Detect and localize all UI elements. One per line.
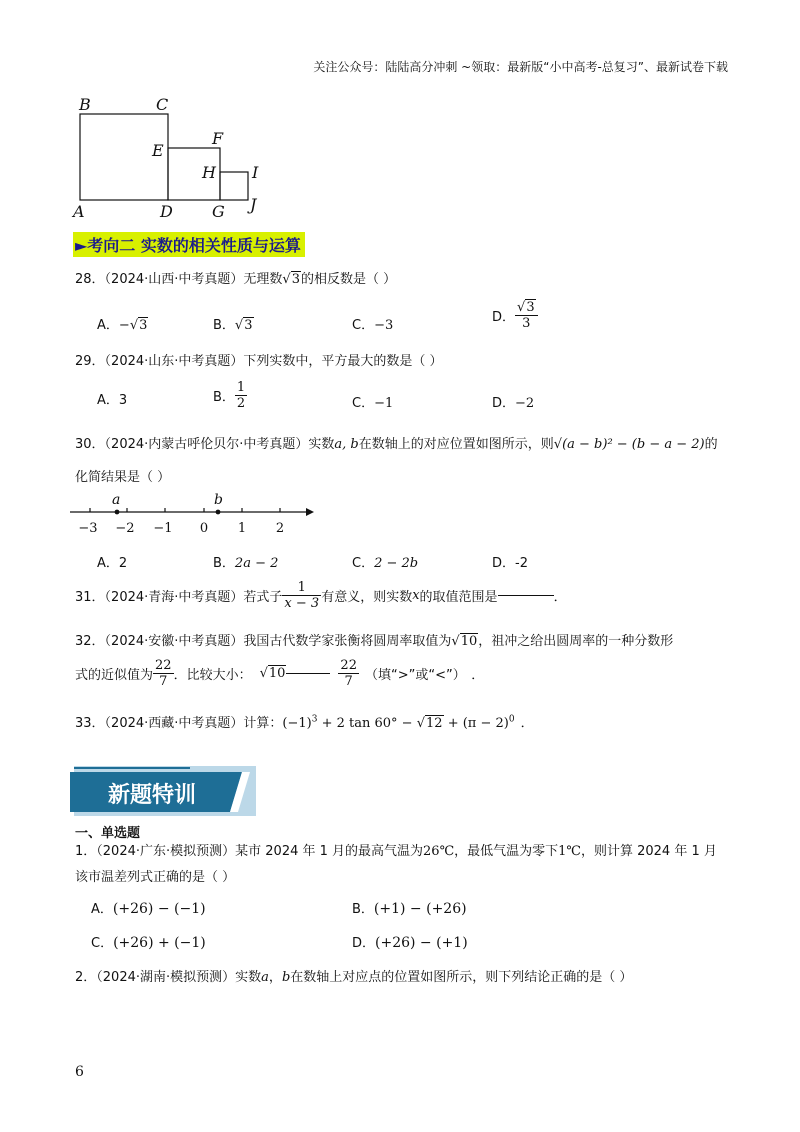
q30-option-d[interactable]: D．-2	[492, 556, 528, 571]
question-32: 32．（2024·安徽·中考真题）我国古代数学家张衡将圆周率取值为√10，祖冲之给出圆周率的一种分数形	[75, 634, 674, 649]
point-b-label: b	[214, 492, 223, 508]
q30-option-a[interactable]: A．2	[97, 556, 128, 571]
page-header: 关注公众号：陆陆高分冲刺 ~领取：最新版“小中高考-总复习”、最新试卷下载	[313, 60, 728, 74]
n1-option-d[interactable]: D．(+26) − (+1)	[352, 935, 468, 951]
answer-blank[interactable]	[498, 595, 554, 596]
label-I: I	[252, 163, 259, 182]
n1-option-b[interactable]: B．(+1) − (+26)	[352, 901, 467, 917]
q28-option-b[interactable]: B．√3	[213, 318, 253, 333]
section-title: ►考向二 实数的相关性质与运算	[73, 232, 305, 257]
question-33: 33．（2024·西藏·中考真题）计算：$(-1)^3 + 2$ $\tan 60^\circ - √12 + (\pi - 2)^0$ ．	[75, 714, 534, 731]
section-banner	[70, 766, 256, 816]
label-D: D	[160, 202, 173, 221]
tick-label: 1	[237, 521, 247, 536]
compare-blank[interactable]	[286, 673, 330, 674]
tick-label: −3	[78, 521, 98, 536]
label-A: A	[73, 202, 85, 221]
label-C: C	[156, 95, 169, 114]
label-J: J	[250, 195, 257, 214]
tick-label: −2	[115, 521, 135, 536]
label-G: G	[212, 202, 225, 221]
label-E: E	[152, 141, 164, 160]
question-30: 30．（2024·内蒙古呼伦贝尔·中考真题）实数a, b在数轴上的对应位置如图所示，则√(a − b)² − (b − a − 2)的	[75, 437, 718, 452]
question-31: 31．（2024·青海·中考真题）若式子 $\frac{1}{x - 3}$ 有意义，则实数x的取值范围是 ．	[75, 580, 567, 611]
label-H: H	[202, 163, 216, 182]
new-question-1: 1．（2024·广东·模拟预测）某市 2024 年 1 月的最高气温为26℃，最低气温为零下1℃，则计算 2024 年 1 月	[75, 844, 717, 859]
q29-option-d[interactable]: D．−2	[492, 396, 535, 411]
q30-option-b[interactable]: B．2a − 2	[213, 556, 279, 571]
q28-option-d[interactable]: D． $\frac{√3}{3}$	[492, 300, 538, 331]
banner-title: 新题特训	[107, 783, 197, 808]
q28-option-a[interactable]: A．−√3	[97, 318, 148, 333]
new-question-1-line2: 该市温差列式正确的是（ ）	[75, 870, 236, 885]
question-28: 28．（2024·山西·中考真题）无理数√3的相反数是（ ）	[75, 272, 397, 287]
page-number: 6	[75, 1064, 84, 1080]
q29-option-a[interactable]: A．3	[97, 393, 128, 408]
number-line-q30	[66, 490, 326, 538]
square-ghij	[220, 172, 248, 200]
new-question-2: 2．（2024·湖南·模拟预测）实数a，b在数轴上对应点的位置如图所示，则下列结论正确的是（ ）	[75, 970, 633, 985]
question-29: 29．（2024·山东·中考真题）下列实数中，平方最大的数是（ ）	[75, 354, 443, 369]
q30-option-c[interactable]: C．2 − 2b	[352, 556, 419, 571]
n1-option-c[interactable]: C．(+26) + (−1)	[91, 935, 206, 951]
question-30-line2: 化简结果是（ ）	[75, 470, 171, 485]
point-a-label: a	[112, 492, 121, 508]
tick-label: 2	[275, 521, 285, 536]
squares-figure	[70, 92, 270, 222]
tick-label: −1	[153, 521, 173, 536]
tick-label: 0	[199, 521, 209, 536]
q29-option-b[interactable]: B． $\frac{1}{2}$	[213, 380, 246, 411]
label-F: F	[212, 129, 224, 148]
q29-option-c[interactable]: C．−1	[352, 396, 394, 411]
question-32-line2: 式的近似值为 $\frac{22}{7}$ ．比较大小： √10 $\frac{22}{7}$ （填“>”或“<”） ．	[75, 658, 485, 689]
q28-option-c[interactable]: C．−3	[352, 318, 394, 333]
label-B: B	[79, 95, 91, 114]
part-title: 一、单选题	[75, 826, 141, 841]
n1-option-a[interactable]: A．(+26) − (−1)	[91, 901, 206, 917]
